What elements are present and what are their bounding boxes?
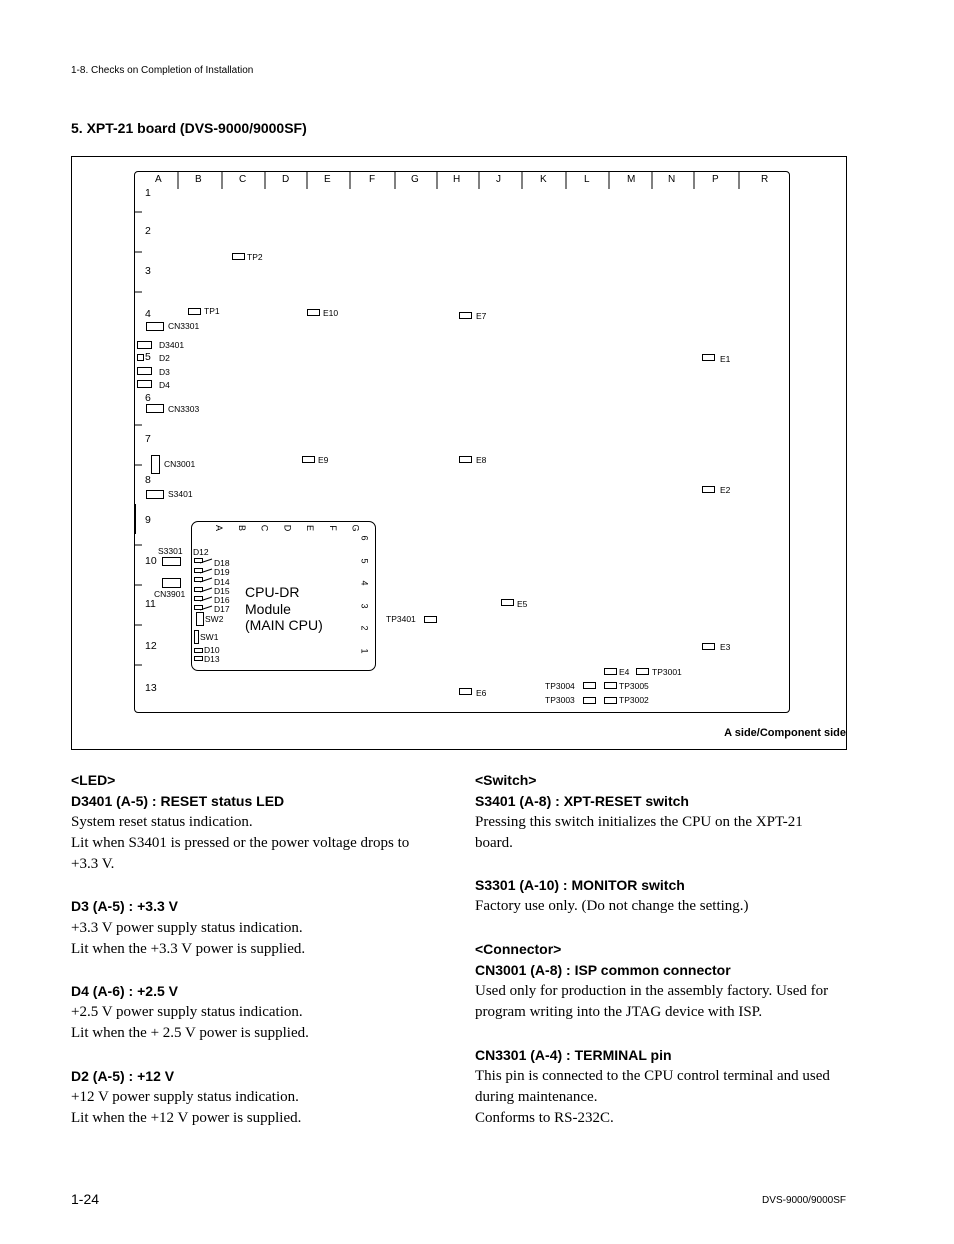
sw1-label: SW1 <box>200 632 219 642</box>
s3301-label: S3301 <box>158 546 183 556</box>
cn3303-label: CN3303 <box>168 404 200 414</box>
d3401-heading: D3401 (A-5) : RESET status LED <box>71 793 285 809</box>
d2-heading: D2 (A-5) : +12 V <box>71 1068 175 1084</box>
e1-marker <box>702 354 715 361</box>
tp3401-label: TP3401 <box>386 614 416 624</box>
tp3004-label: TP3004 <box>545 681 575 691</box>
e3-marker <box>702 643 715 650</box>
cpu-row-4: 4 <box>359 580 370 586</box>
d18-marker <box>194 558 203 563</box>
cpu-col-d: D <box>282 524 293 532</box>
cpu-row-6: 6 <box>359 535 370 541</box>
cpu-row-5: 5 <box>359 558 370 564</box>
row-label-2: 2 <box>145 225 151 237</box>
d4-label: D4 <box>159 380 170 390</box>
cn3301-label: CN3301 <box>168 321 200 331</box>
row-label-3: 3 <box>145 265 151 277</box>
tp2-label: TP2 <box>247 252 263 262</box>
row-label-4: 4 <box>145 308 151 320</box>
sw2-label: SW2 <box>205 614 224 624</box>
col-label-j: J <box>496 174 501 185</box>
s3301-marker <box>162 557 181 566</box>
page-header-breadcrumb: 1-8. Checks on Completion of Installation <box>71 65 254 76</box>
col-label-c: C <box>239 174 247 185</box>
cpu-row-3: 3 <box>359 603 370 609</box>
cpu-col-c: C <box>259 524 270 532</box>
row-label-11: 11 <box>145 598 156 610</box>
e3-label: E3 <box>720 642 731 652</box>
col-label-b: B <box>195 174 202 185</box>
col-label-k: K <box>540 174 547 185</box>
cn3001-label: CN3001 <box>164 459 196 469</box>
s3401-marker <box>146 490 164 499</box>
section-title: 5. XPT-21 board (DVS-9000/9000SF) <box>71 120 307 136</box>
cn3001-heading: CN3001 (A-8) : ISP common connector <box>475 962 731 978</box>
row-label-12: 12 <box>145 640 157 652</box>
d3401-label: D3401 <box>159 340 185 350</box>
cpu-col-a: A <box>214 524 225 532</box>
e10-label: E10 <box>323 308 339 318</box>
d15-label: D15 <box>214 586 230 596</box>
row-label-7: 7 <box>145 433 151 445</box>
cn3001-marker <box>151 455 160 474</box>
connector-category-heading: <Connector> <box>475 941 562 957</box>
cn3301-heading: CN3301 (A-4) : TERMINAL pin <box>475 1047 672 1063</box>
e7-label: E7 <box>476 311 487 321</box>
col-label-p: P <box>712 174 719 185</box>
e4-label: E4 <box>619 667 630 677</box>
row-label-5: 5 <box>145 351 151 363</box>
e2-label: E2 <box>720 485 731 495</box>
row-label-10: 10 <box>145 555 157 567</box>
e8-label: E8 <box>476 455 487 465</box>
cpu-module-title <box>245 584 323 634</box>
d3401-desc-line: Lit when S3401 is pressed or the power voltage drops to <box>71 835 410 851</box>
e4-marker <box>604 668 617 675</box>
d2-label: D2 <box>159 353 170 363</box>
d3-heading: D3 (A-5) : +3.3 V <box>71 898 178 914</box>
d3401-marker <box>137 341 152 349</box>
d19-marker <box>194 568 203 573</box>
cn3303-marker <box>146 404 164 413</box>
d16-label: D16 <box>214 595 230 605</box>
e5-marker <box>501 599 514 606</box>
cpu-col-f: F <box>327 525 338 531</box>
cn3301-desc-line: This pin is connected to the CPU control terminal and used <box>475 1068 830 1084</box>
cn3301-marker <box>146 322 164 331</box>
col-label-d: D <box>282 174 290 185</box>
model-name: DVS-9000/9000SF <box>762 1195 846 1206</box>
e7-marker <box>459 312 472 319</box>
tp3002-marker <box>604 697 617 704</box>
cn3901-label: CN3901 <box>154 589 186 599</box>
d3-marker <box>137 367 152 375</box>
col-label-a: A <box>155 174 162 185</box>
switch-category-heading: <Switch> <box>475 772 537 788</box>
tp3005-label: TP3005 <box>619 681 649 691</box>
d10-marker <box>194 648 203 653</box>
s3401-desc-line: Pressing this switch initializes the CPU on the XPT-21 <box>475 814 803 830</box>
s3301-desc-line: Factory use only. (Do not change the setting.) <box>475 898 749 914</box>
d2-desc-line: Lit when the +12 V power is supplied. <box>71 1110 302 1126</box>
sw2-marker <box>196 612 204 626</box>
tp3001-marker <box>636 668 649 675</box>
d3-label: D3 <box>159 367 170 377</box>
d16-marker <box>194 596 203 601</box>
cpu-title-line-3: (MAIN CPU) <box>245 617 323 633</box>
d18-label: D18 <box>214 558 230 568</box>
col-label-h: H <box>453 174 461 185</box>
tp3003-label: TP3003 <box>545 695 575 705</box>
cn3001-desc-line: program writing into the JTAG device with ISP. <box>475 1004 763 1020</box>
col-label-m: M <box>627 174 636 185</box>
s3401-desc-line: board. <box>475 835 513 851</box>
col-label-f: F <box>369 174 376 185</box>
d4-heading: D4 (A-6) : +2.5 V <box>71 983 178 999</box>
col-label-l: L <box>584 174 590 185</box>
d19-label: D19 <box>214 567 230 577</box>
e9-label: E9 <box>318 455 329 465</box>
cpu-title-line-2: Module <box>245 600 291 617</box>
d4-desc-line: +2.5 V power supply status indication. <box>71 1004 303 1020</box>
e9-marker <box>302 456 315 463</box>
figure-caption: A side/Component side <box>724 727 846 739</box>
d15-marker <box>194 587 203 592</box>
col-label-g: G <box>411 174 419 185</box>
d10-label: D10 <box>204 645 220 655</box>
cpu-col-e: E <box>305 524 316 532</box>
sw1-marker <box>194 630 199 644</box>
tp2-marker <box>232 253 245 260</box>
d2-desc-line: +12 V power supply status indication. <box>71 1089 299 1105</box>
e8-marker <box>459 456 472 463</box>
d17-label: D17 <box>214 604 230 614</box>
cn3001-desc-line: Used only for production in the assembly factory. Used for <box>475 983 829 999</box>
tp3005-marker <box>604 682 617 689</box>
e6-label: E6 <box>476 688 487 698</box>
cpu-title-line-1: CPU-DR <box>245 584 300 600</box>
row-label-13: 13 <box>145 682 157 694</box>
tp3004-marker <box>583 682 596 689</box>
tp1-marker <box>188 308 201 315</box>
d12-label: D12 <box>193 547 209 557</box>
col-label-e: E <box>324 174 331 185</box>
e6-marker <box>459 688 472 695</box>
d4-desc-line: Lit when the + 2.5 V power is supplied. <box>71 1025 309 1041</box>
tp3401-marker <box>424 616 437 623</box>
page-number: 1-24 <box>71 1191 100 1207</box>
e10-marker <box>307 309 320 316</box>
tp1-label: TP1 <box>204 306 220 316</box>
row-label-8: 8 <box>145 474 151 486</box>
d3-desc-line: Lit when the +3.3 V power is supplied. <box>71 941 306 957</box>
row-label-6: 6 <box>145 392 151 404</box>
d14-label: D14 <box>214 577 230 587</box>
d3401-desc-line: +3.3 V. <box>71 856 115 872</box>
d2-marker <box>137 354 144 361</box>
d14-marker <box>194 577 203 582</box>
cpu-col-g: G <box>350 524 361 532</box>
col-label-n: N <box>668 174 676 185</box>
d3-desc-line: +3.3 V power supply status indication. <box>71 920 303 936</box>
s3401-label: S3401 <box>168 489 193 499</box>
cpu-row-1: 1 <box>359 648 370 654</box>
d3401-desc-line: System reset status indication. <box>71 814 253 830</box>
col-label-r: R <box>761 174 769 185</box>
cn3901-marker <box>162 578 181 588</box>
s3401-heading: S3401 (A-8) : XPT-RESET switch <box>475 793 689 809</box>
cn3301-desc-line: Conforms to RS-232C. <box>475 1110 614 1126</box>
row-label-1: 1 <box>145 187 151 199</box>
cpu-col-b: B <box>237 524 248 532</box>
tp3001-label: TP3001 <box>652 667 682 677</box>
e5-label: E5 <box>517 599 528 609</box>
cpu-row-2: 2 <box>359 625 370 631</box>
s3301-heading: S3301 (A-10) : MONITOR switch <box>475 877 685 893</box>
d4-marker <box>137 380 152 388</box>
d13-label: D13 <box>204 654 220 664</box>
row-label-9: 9 <box>145 514 151 526</box>
led-category-heading: <LED> <box>71 772 116 788</box>
tp3002-label: TP3002 <box>619 695 649 705</box>
e1-label: E1 <box>720 354 731 364</box>
cn3301-desc-line: during maintenance. <box>475 1089 598 1105</box>
e2-marker <box>702 486 715 493</box>
tp3003-marker <box>583 697 596 704</box>
d17-marker <box>194 605 203 610</box>
d13-marker <box>194 656 203 661</box>
